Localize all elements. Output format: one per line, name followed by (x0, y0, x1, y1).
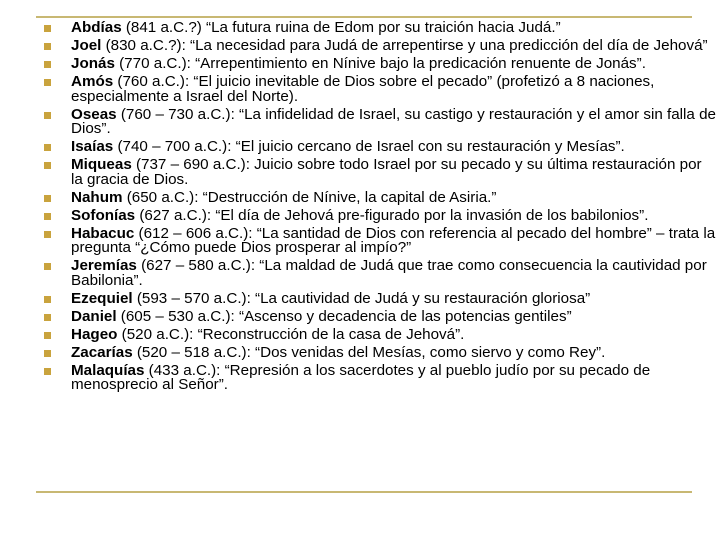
list-item (44, 105, 716, 138)
prophet-name: Abdías (71, 19, 122, 36)
prophet-description: (830 a.C.?): “La necesidad para Judá de arrepentirse y una predicción del día de Jehová” (101, 36, 708, 54)
list-item (44, 188, 716, 206)
prophet-description: (593 – 570 a.C.): “La cautividad de Judá y su restauración gloriosa” (132, 289, 591, 307)
list-item (44, 72, 716, 105)
list-item (44, 325, 716, 343)
prophet-name: Isaías (71, 138, 114, 156)
prophet-description: (737 – 690 a.C.): Juicio sobre todo Israel por su pecado y su última restauración por la gracia de Dios. (71, 156, 702, 188)
prophet-name: Zacarías (71, 343, 133, 361)
bullet-icon (44, 162, 51, 169)
list-item (44, 259, 716, 288)
prophet-description: (650 a.C.): “Destrucción de Nínive, la capital de Asiria.” (122, 188, 497, 206)
list-item (44, 289, 716, 307)
prophet-description: (433 a.C.): “Represión a los sacerdotes y al pueblo judío por su pecado de menosprecio al Señor”. (71, 361, 651, 394)
list-item (44, 36, 716, 54)
prophet-description: (612 – 606 a.C.): “La santidad de Dios con referencia al pecado del hombre” – trata la pregunta “¿Cómo puede Dios prosperar al impío?” (71, 224, 716, 257)
list-item (44, 361, 716, 394)
bullet-icon (44, 195, 51, 202)
prophets-list (44, 21, 716, 396)
list-item (44, 158, 716, 187)
bullet-icon (44, 43, 51, 50)
prophet-name: Jeremías (71, 257, 137, 275)
prophet-name: Hageo (71, 325, 118, 343)
bullet-icon (44, 213, 51, 220)
prophet-description: (740 – 700 a.C.): “El juicio cercano de Israel con su restauración y Mesías”. (113, 138, 625, 156)
prophet-name: Habacuc (71, 224, 135, 242)
bullet-icon (44, 79, 51, 86)
bottom-rule (36, 491, 692, 493)
prophet-description: (520 a.C.): “Reconstrucción de la casa de Jehová”. (117, 325, 465, 343)
prophet-name: Amós (71, 72, 114, 90)
prophet-description: (627 – 580 a.C.): “La maldad de Judá que trae como consecuencia la cautividad por Babilonia”. (71, 257, 707, 289)
prophet-description: (841 a.C.?) “La futura ruina de Edom por su traición hacia Judá.” (121, 19, 561, 36)
bullet-icon (44, 314, 51, 321)
prophet-name: Malaquías (71, 361, 145, 379)
prophet-description: (627 a.C.): “El día de Jehová pre-figurado por la invasión de los babilonios”. (135, 206, 649, 224)
bullet-icon (44, 263, 51, 270)
prophet-name: Jonás (71, 54, 115, 72)
prophet-name: Ezequiel (71, 289, 133, 307)
bullet-icon (44, 368, 51, 375)
bullet-icon (44, 332, 51, 339)
list-item (44, 343, 716, 361)
top-rule (36, 16, 692, 18)
bullet-icon (44, 61, 51, 68)
bullet-icon (44, 350, 51, 357)
bullet-icon (44, 296, 51, 303)
prophet-description: (605 – 530 a.C.): “Ascenso y decadencia de las potencias gentiles” (116, 307, 572, 325)
list-item (44, 206, 716, 224)
bullet-icon (44, 112, 51, 119)
prophet-description: (760 – 730 a.C.): “La infidelidad de Israel, su castigo y restauración y el amor sin falla de Dios”. (71, 105, 716, 138)
bullet-icon (44, 144, 51, 151)
prophet-description: (520 – 518 a.C.): “Dos venidas del Mesías, como siervo y como Rey”. (132, 343, 606, 361)
list-item (44, 140, 716, 155)
prophet-name: Daniel (71, 307, 117, 325)
prophet-name: Nahum (71, 188, 123, 206)
prophet-name: Oseas (71, 105, 117, 123)
list-item (44, 54, 716, 72)
prophet-name: Miqueas (71, 156, 132, 174)
prophet-name: Sofonías (71, 206, 136, 224)
bullet-icon (44, 231, 51, 238)
prophet-description: (760 a.C.): “El juicio inevitable de Dios sobre el pecado” (profetizó a 8 naciones, especialmente a Israel del Norte). (71, 72, 655, 105)
list-item (44, 224, 716, 257)
list-item (44, 21, 716, 36)
prophet-name: Joel (71, 36, 102, 54)
list-item (44, 307, 716, 325)
bullet-icon (44, 25, 51, 32)
prophet-description: (770 a.C.): “Arrepentimiento en Nínive bajo la predicación renuente de Jonás”. (114, 54, 646, 72)
